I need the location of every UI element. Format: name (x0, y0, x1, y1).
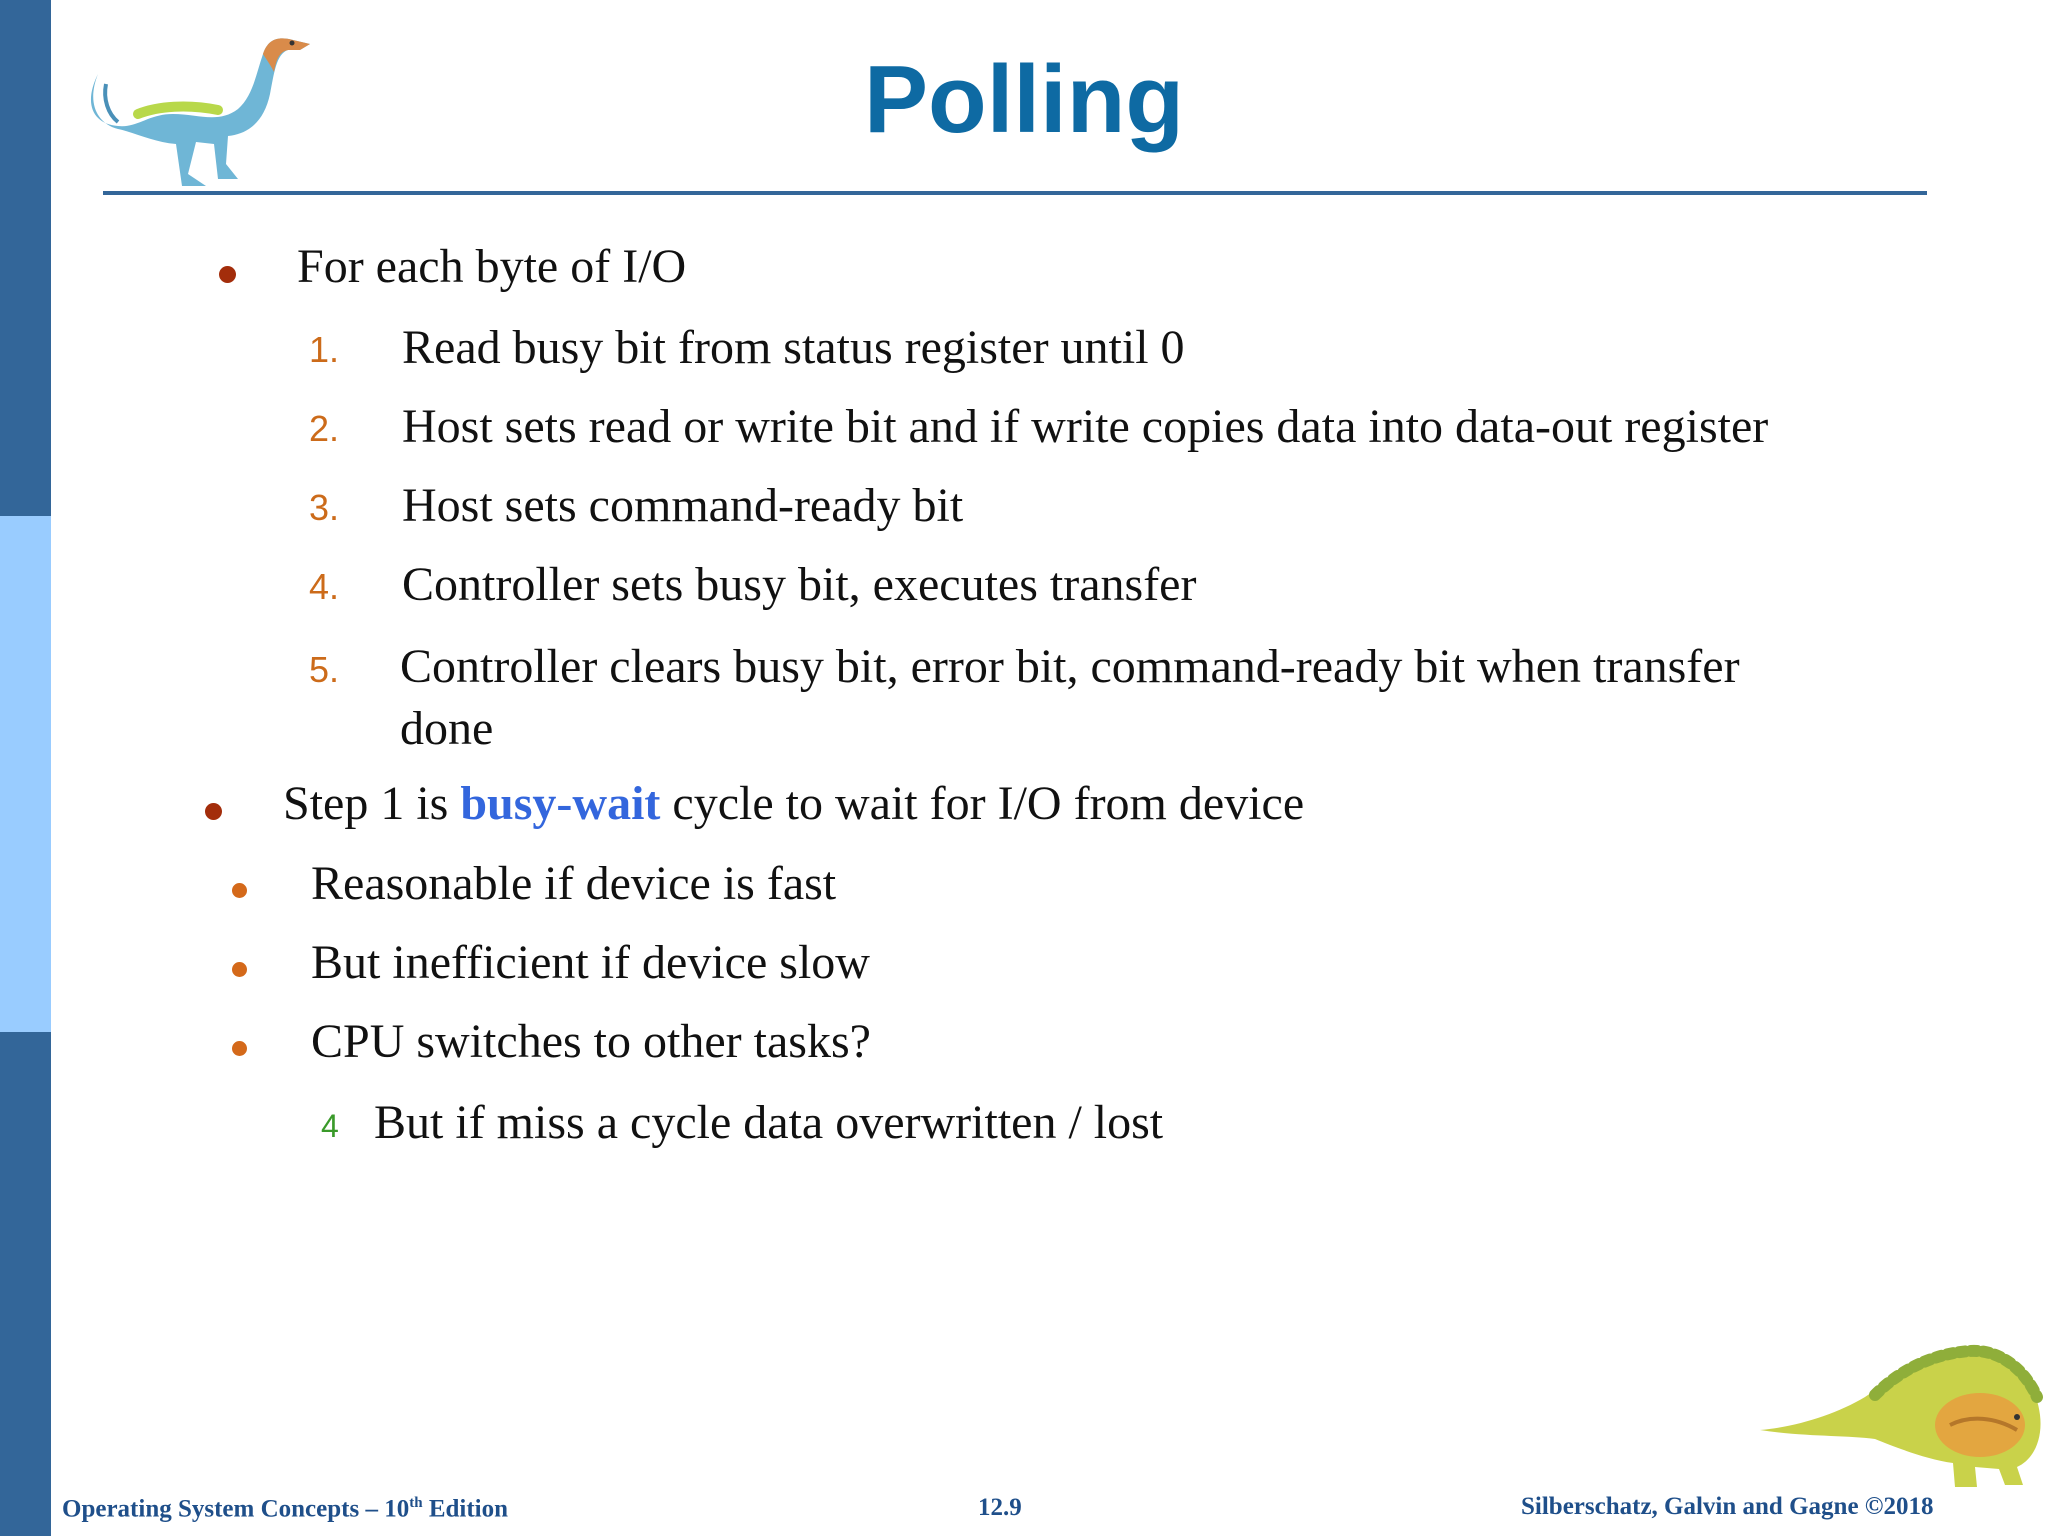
sub-sub-bullet-marker: 4 (321, 1108, 339, 1144)
bullet-text: For each byte of I/O (297, 240, 687, 293)
footer-book-title-text: Operating System Concepts – 10 (62, 1495, 410, 1523)
side-stripe-middle (0, 516, 51, 1032)
page-number: 12.9 (978, 1494, 1022, 1521)
bullet-text-prefix: Step 1 is (283, 777, 461, 830)
footer-edition: Edition (422, 1495, 509, 1523)
bullet-text (283, 774, 1304, 834)
sub-bullet-text: But inefficient if device slow (311, 936, 870, 989)
list-number: 4. (309, 566, 340, 607)
numbered-item: Controller clears busy bit, error bit, command-ready bit when transfer (400, 640, 1740, 693)
footer-book-title (62, 1485, 508, 1527)
slide-title: Polling (864, 46, 1184, 153)
bullet-marker (219, 266, 236, 283)
highlight-term: busy-wait (460, 777, 661, 830)
list-number: 5. (309, 649, 340, 690)
numbered-item: Host sets read or write bit and if write copies data into data-out register (402, 400, 1769, 453)
numbered-item: Host sets command-ready bit (402, 479, 964, 532)
sub-bullet-text: Reasonable if device is fast (311, 857, 837, 910)
numbered-item-continuation: done (400, 702, 494, 755)
footer-superscript: th (409, 1495, 423, 1511)
numbered-item: Read busy bit from status register until 0 (402, 321, 1185, 374)
side-stripe-bottom (0, 1032, 51, 1536)
sub-bullet-text: CPU switches to other tasks? (311, 1015, 871, 1068)
bullet-marker (205, 803, 222, 820)
sub-bullet-marker (232, 962, 247, 977)
footer-authors: Silberschatz, Galvin and Gagne ©2018 (1521, 1493, 1934, 1520)
numbered-item: Controller sets busy bit, executes transfer (402, 558, 1197, 611)
list-number: 3. (309, 487, 340, 528)
list-number: 2. (309, 408, 340, 449)
sub-sub-bullet-text: But if miss a cycle data overwritten / lost (374, 1096, 1164, 1149)
title-divider (103, 191, 1927, 195)
list-number: 1. (309, 329, 340, 370)
bullet-text-suffix: cycle to wait for I/O from device (660, 777, 1305, 830)
sub-bullet-marker (232, 883, 247, 898)
sub-bullet-marker (232, 1041, 247, 1056)
dinosaur-bottom-icon (1755, 1335, 2045, 1491)
